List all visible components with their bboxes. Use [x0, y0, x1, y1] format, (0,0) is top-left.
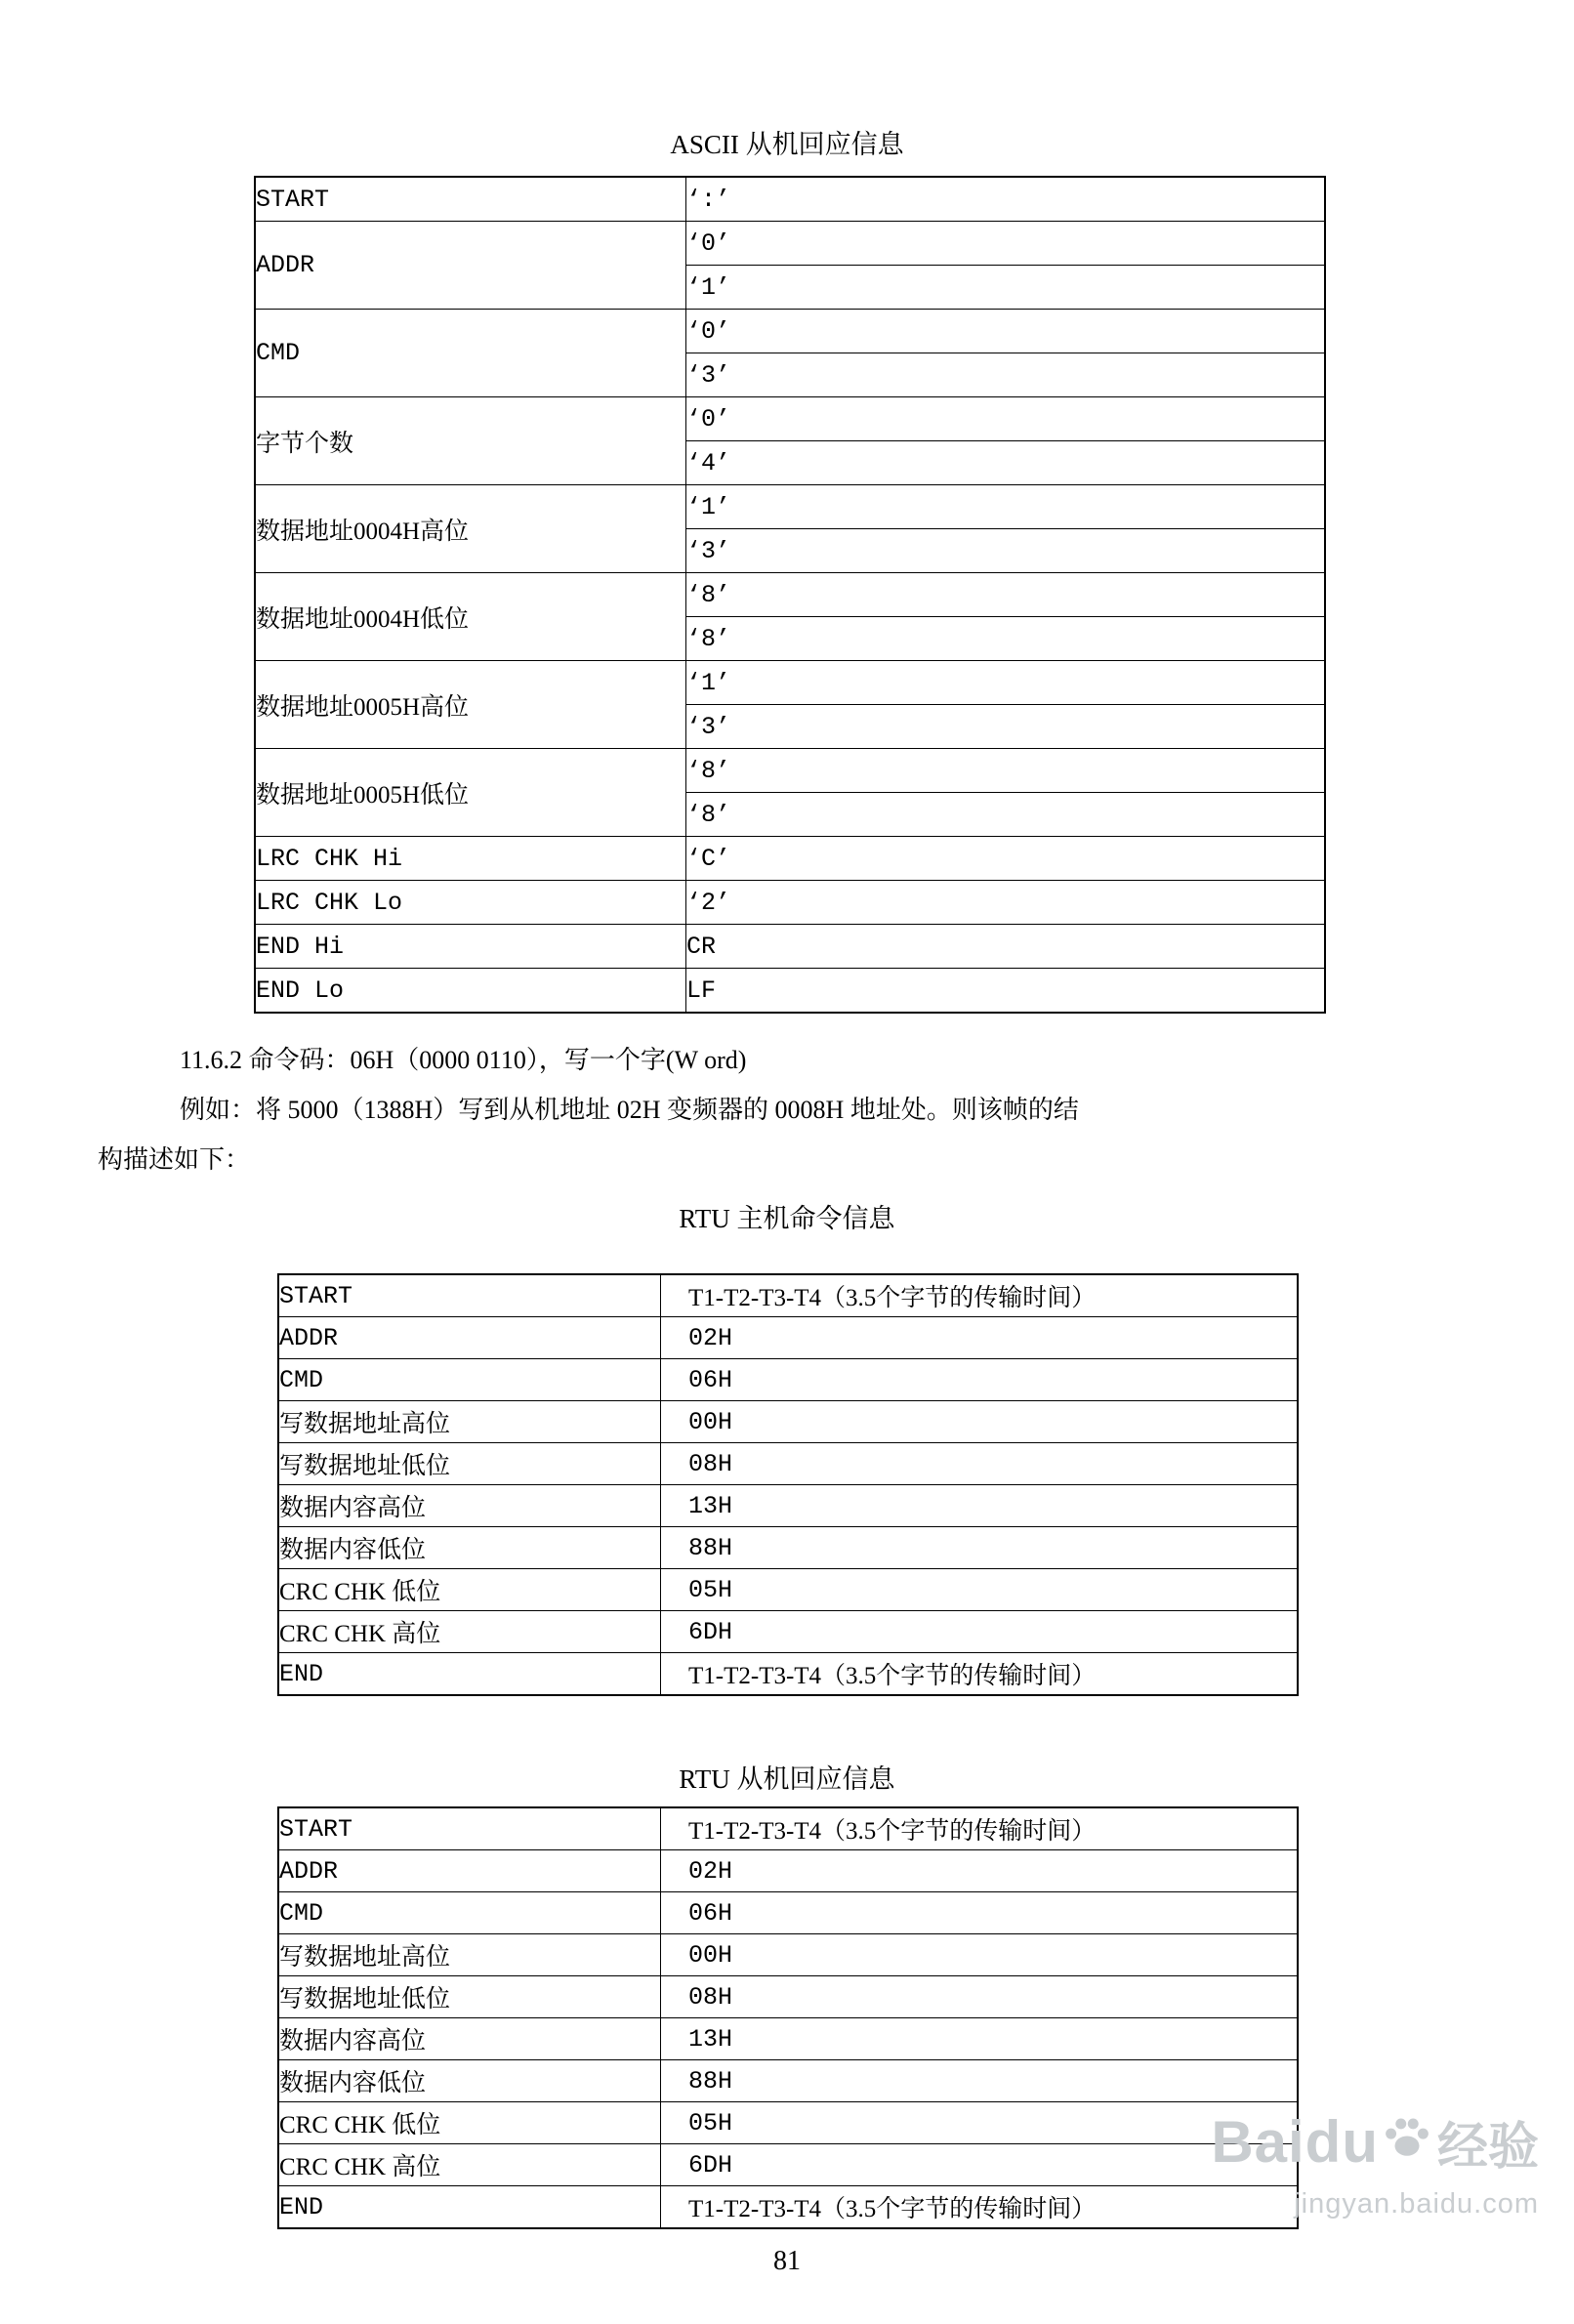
row-label: 数据内容低位 [278, 2060, 661, 2102]
ascii-response-table [254, 176, 1326, 1014]
row-label: 数据地址0004H高位 [255, 485, 686, 573]
section-body-line2: 构描述如下： [98, 1145, 251, 1174]
row-value: ‘C’ [686, 837, 1326, 881]
row-label: END Hi [255, 925, 686, 969]
table-row [255, 485, 1325, 529]
rtu-slave-table-title: RTU 从机回应信息 [679, 1764, 895, 1794]
table-row [255, 837, 1325, 881]
row-label: CRC CHK 低位 [278, 2102, 661, 2144]
table-row [278, 1485, 1298, 1527]
row-label: 数据内容高位 [278, 1485, 661, 1527]
row-value: 88H [661, 2060, 1299, 2102]
table-row [278, 2102, 1298, 2144]
row-label: 数据地址0005H低位 [255, 749, 686, 837]
row-label: CRC CHK 低位 [278, 1569, 661, 1611]
row-label: 数据地址0005H高位 [255, 661, 686, 749]
row-value: ‘8’ [686, 749, 1326, 793]
watermark-brand-en: Baidu [1211, 2109, 1379, 2175]
paw-icon [1383, 2113, 1431, 2162]
table-row [278, 1653, 1298, 1696]
row-value: 6DH [661, 2144, 1299, 2186]
table-row [255, 749, 1325, 793]
row-label: 写数据地址低位 [278, 1443, 661, 1485]
row-value: LF [686, 969, 1326, 1014]
row-label: LRC CHK Lo [255, 881, 686, 925]
watermark-brand [1211, 2105, 1539, 2179]
watermark-url: jingyan.baidu.com [1294, 2188, 1539, 2220]
row-label: END [278, 2186, 661, 2229]
row-value: ‘:’ [686, 177, 1326, 222]
table-row [255, 881, 1325, 925]
table-row [278, 1976, 1298, 2018]
table-row [255, 661, 1325, 705]
table-row [255, 925, 1325, 969]
rtu-slave-response-table [277, 1806, 1299, 2229]
table-row [278, 1527, 1298, 1569]
row-label: 写数据地址高位 [278, 1401, 661, 1443]
baidu-jingyan-watermark [1211, 2105, 1539, 2220]
row-label: CMD [255, 310, 686, 397]
row-value: T1-T2-T3-T4（3.5个字节的传输时间） [661, 1807, 1299, 1850]
row-value: 13H [661, 1485, 1299, 1527]
table-row [278, 1401, 1298, 1443]
row-value: 6DH [661, 1611, 1299, 1653]
row-value: ‘3’ [686, 705, 1326, 749]
row-label: CMD [278, 1359, 661, 1401]
row-value: 02H [661, 1317, 1299, 1359]
row-label: END Lo [255, 969, 686, 1014]
row-value: ‘3’ [686, 529, 1326, 573]
table-row [255, 177, 1325, 222]
table-row [255, 397, 1325, 441]
table-row [278, 1807, 1298, 1850]
ascii-table-title: ASCII 从机回应信息 [670, 130, 904, 159]
row-label: 写数据地址高位 [278, 1934, 661, 1976]
row-value: ‘0’ [686, 310, 1326, 353]
section-body-line1: 例如：将 5000（1388H）写到从机地址 02H 变频器的 0008H 地址处。则该帧的结 [180, 1096, 1079, 1124]
table-row [255, 573, 1325, 617]
table-row [278, 1274, 1298, 1317]
table-row [278, 1611, 1298, 1653]
table-row [255, 310, 1325, 353]
table-row [278, 1850, 1298, 1892]
row-label: 数据内容高位 [278, 2018, 661, 2060]
row-value: ‘8’ [686, 793, 1326, 837]
table-row [255, 222, 1325, 266]
table-row [278, 1569, 1298, 1611]
row-value: 06H [661, 1892, 1299, 1934]
row-value: T1-T2-T3-T4（3.5个字节的传输时间） [661, 1653, 1299, 1696]
row-value: T1-T2-T3-T4（3.5个字节的传输时间） [661, 1274, 1299, 1317]
row-value: 05H [661, 1569, 1299, 1611]
row-label: START [255, 177, 686, 222]
row-label: 数据内容低位 [278, 1527, 661, 1569]
row-label: ADDR [278, 1317, 661, 1359]
table-row [278, 1892, 1298, 1934]
watermark-brand-cn: 经验 [1436, 2120, 1539, 2176]
row-label: START [278, 1274, 661, 1317]
page-number: 81 [773, 2246, 801, 2276]
row-value: ‘1’ [686, 661, 1326, 705]
rtu-master-command-table [277, 1273, 1299, 1696]
row-value: ‘1’ [686, 266, 1326, 310]
row-value: T1-T2-T3-T4（3.5个字节的传输时间） [661, 2186, 1299, 2229]
row-label: ADDR [278, 1850, 661, 1892]
row-value: ‘8’ [686, 573, 1326, 617]
row-label: END [278, 1653, 661, 1696]
table-row [278, 2186, 1298, 2229]
row-value: ‘8’ [686, 617, 1326, 661]
row-value: ‘0’ [686, 222, 1326, 266]
row-label: ADDR [255, 222, 686, 310]
row-label: START [278, 1807, 661, 1850]
row-value: 88H [661, 1527, 1299, 1569]
table-row [278, 2018, 1298, 2060]
row-value: ‘0’ [686, 397, 1326, 441]
row-value: 00H [661, 1934, 1299, 1976]
table-row [278, 1359, 1298, 1401]
row-value: 02H [661, 1850, 1299, 1892]
row-label: CRC CHK 高位 [278, 2144, 661, 2186]
row-label: CMD [278, 1892, 661, 1934]
row-value: 05H [661, 2102, 1299, 2144]
table-row [278, 2144, 1298, 2186]
section-11-6-2 [98, 1035, 1504, 1184]
row-label: 写数据地址低位 [278, 1976, 661, 2018]
row-value: 08H [661, 1443, 1299, 1485]
row-value: ‘1’ [686, 485, 1326, 529]
row-value: 00H [661, 1401, 1299, 1443]
section-heading: 11.6.2 命令码：06H（0000 0110），写一个字(W ord) [180, 1046, 747, 1074]
table-row [278, 1443, 1298, 1485]
row-value: ‘4’ [686, 441, 1326, 485]
row-value: CR [686, 925, 1326, 969]
row-value: ‘3’ [686, 353, 1326, 397]
row-value: ‘2’ [686, 881, 1326, 925]
row-label: 字节个数 [255, 397, 686, 485]
row-label: CRC CHK 高位 [278, 1611, 661, 1653]
table-row [278, 2060, 1298, 2102]
rtu-master-table-title: RTU 主机命令信息 [679, 1204, 895, 1233]
table-row [278, 1934, 1298, 1976]
table-row [255, 969, 1325, 1014]
row-value: 06H [661, 1359, 1299, 1401]
row-label: 数据地址0004H低位 [255, 573, 686, 661]
row-label: LRC CHK Hi [255, 837, 686, 881]
row-value: 08H [661, 1976, 1299, 2018]
table-row [278, 1317, 1298, 1359]
row-value: 13H [661, 2018, 1299, 2060]
